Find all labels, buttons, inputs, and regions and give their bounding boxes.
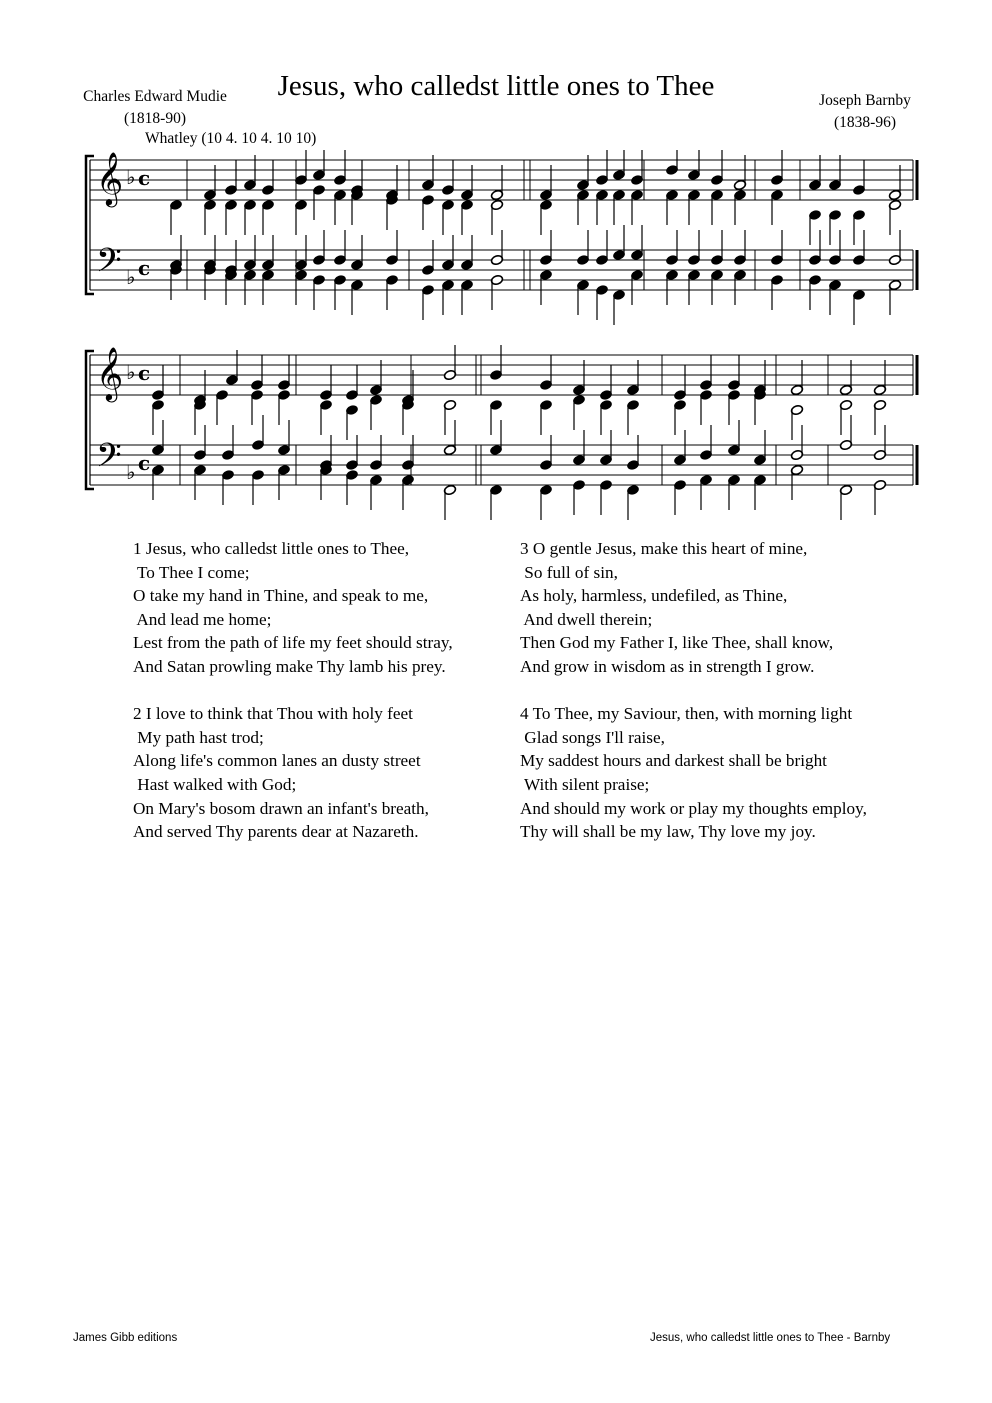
verse-line: And lead me home; (133, 609, 272, 629)
verse-stanza (133, 537, 453, 679)
verse-line: Then God my Father I, like Thee, shall know, (520, 633, 834, 653)
music-system-1 (0, 150, 992, 330)
key-signature-flat: ♭ (126, 265, 136, 289)
verse-line: 4 To Thee, my Saviour, then, with morning light (520, 704, 853, 724)
verse-line: Along life's common lanes an dusty street (133, 751, 421, 771)
music-system-2 (0, 340, 992, 530)
time-signature: c (138, 256, 151, 280)
poet-name: Charles Edward Mudie (83, 88, 227, 105)
time-signature: c (138, 166, 151, 190)
time-signature: c (138, 451, 151, 475)
composer-credit (780, 90, 950, 134)
verse-line: My saddest hours and darkest shall be bright (520, 751, 827, 771)
composer-name: Joseph Barnby (819, 92, 911, 109)
verse-line: On Mary's bosom drawn an infant's breath, (133, 798, 429, 818)
verse-line: And served Thy parents dear at Nazareth. (133, 822, 419, 842)
poet-dates: (1818-90) (124, 110, 186, 127)
poet-credit (55, 86, 255, 130)
verse-line: So full of sin, (520, 562, 618, 582)
verse-line: And should my work or play my thoughts employ, (520, 798, 867, 818)
verse-line: And dwell therein; (520, 609, 653, 629)
key-signature-flat: ♭ (126, 165, 136, 189)
treble-clef: 𝄞 (96, 346, 124, 400)
verse-line: As holy, harmless, undefiled, as Thine, (520, 586, 788, 606)
footer-publisher: James Gibb editions (73, 1332, 178, 1344)
verse-line: My path hast trod; (133, 727, 264, 747)
bass-clef: 𝄢 (96, 437, 122, 483)
key-signature-flat: ♭ (126, 460, 136, 484)
bass-clef: 𝄢 (96, 242, 122, 288)
verse-line: 1 Jesus, who calledst little ones to Thee, (133, 539, 410, 558)
verse-stanza (520, 702, 867, 844)
tune-name: Whatley (10 4. 10 4. 10 10) (145, 130, 317, 147)
verses-left-column (133, 537, 453, 867)
verse-line: Lest from the path of life my feet should stray, (133, 633, 453, 653)
verse-line: 2 I love to think that Thou with holy feet (133, 704, 413, 724)
hymn-title: Jesus, who calledst little ones to Thee (277, 70, 715, 102)
verse-line: O take my hand in Thine, and speak to me, (133, 586, 429, 606)
verse-stanza (133, 702, 453, 844)
treble-clef: 𝄞 (96, 151, 124, 205)
verse-line: And grow in wisdom as in strength I grow. (520, 656, 815, 676)
verse-line: Thy will shall be my law, Thy love my joy. (520, 822, 816, 842)
verse-line: And Satan prowling make Thy lamb his prey. (133, 656, 446, 676)
footer-page-label: Jesus, who calledst little ones to Thee - Barnby (650, 1332, 891, 1344)
composer-dates: (1838-96) (834, 114, 896, 131)
verse-line: Glad songs I'll raise, (520, 727, 665, 747)
verses-right-column (520, 537, 867, 867)
verse-line: To Thee I come; (133, 562, 250, 582)
verse-stanza (520, 537, 867, 679)
key-signature-flat: ♭ (126, 360, 136, 384)
verse-line: With silent praise; (520, 774, 650, 794)
verse-line: Hast walked with God; (133, 774, 297, 794)
time-signature: c (138, 361, 151, 385)
verse-line: 3 O gentle Jesus, make this heart of mine, (520, 539, 808, 558)
